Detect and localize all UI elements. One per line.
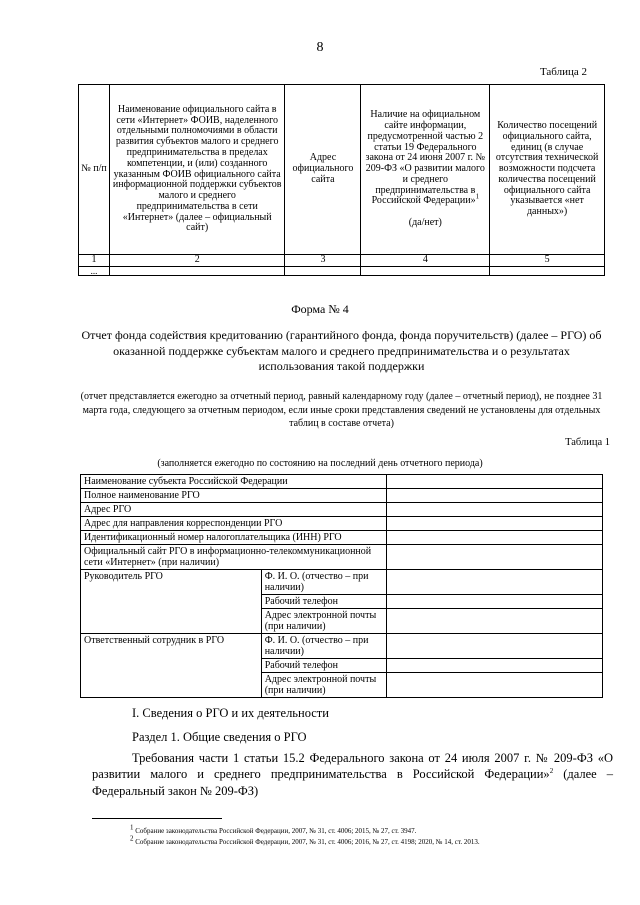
table1-row-label: Официальный сайт РГО в информационно-телекоммуникационной сети «Интернет» (при наличии) [81, 545, 387, 570]
subsection-heading: Раздел 1. Общие сведения о РГО [132, 730, 307, 744]
table-row [81, 634, 603, 659]
table1-row-label: Идентификационный номер налогоплательщика (ИНН) РГО [81, 531, 387, 545]
table1-value-cell [386, 517, 602, 531]
table1-row-label: Адрес для направления корреспонденции РГО [81, 517, 387, 531]
table1-resp-label: Ответственный сотрудник в РГО [81, 634, 262, 698]
table1-row-label: Наименование субъекта Российской Федерации [81, 475, 387, 489]
table1-value-cell [386, 595, 602, 609]
table1-field-label: Рабочий телефон [261, 659, 386, 673]
table-row [81, 475, 603, 489]
table1-row-label: Адрес РГО [81, 503, 387, 517]
table1-head-label: Руководитель РГО [81, 570, 262, 634]
table2-caption: Таблица 2 [539, 66, 587, 78]
table1-value-cell [386, 531, 602, 545]
table2-header-visits: Количество посещений официального сайта, единиц (в случае отсутствия технической возможности подсчета количества посещений официального сайта указывается «нет данных») [490, 85, 605, 255]
footnote-divider [92, 818, 222, 819]
footnote-text: Собрание законодательства Российской Федерации, 2007, № 31, ст. 4006; 2016, № 27, ст. 4198; 2020, № 14, ст. 2013. [133, 838, 480, 846]
table-row [81, 531, 603, 545]
page-number: 8 [316, 40, 324, 55]
paragraph-tail: (далее – Федеральный закон № 209-ФЗ) [92, 767, 614, 798]
report-title: Отчет фонда содействия кредитованию (гарантийного фонда, фонда поручительств) (далее – РГО) об оказанной поддержке субъектам малого и среднего предпринимательства и о результатах использования такой поддержки [81, 328, 602, 374]
table1-value-cell [386, 659, 602, 673]
table2-continuation: ... [79, 266, 110, 275]
table2-col-number: 5 [490, 255, 605, 267]
footnote-ref-2: 2 [549, 767, 554, 776]
table-row [81, 503, 603, 517]
table1-row-label: Полное наименование РГО [81, 489, 387, 503]
table1-value-cell [386, 503, 602, 517]
table2-header-info-text: Наличие на официальном сайте информации, предусмотренной частью 2 статьи 19 Федерального закона от 24 июня 2007 г. № 209-ФЗ «О развитии малого и среднего предпринимательства в Российской Федерации» [365, 109, 486, 207]
table2-header-address: Адрес официального сайта [285, 85, 361, 255]
table2-col-number: 4 [361, 255, 490, 267]
table2-number-row [79, 255, 605, 267]
table1-value-cell [386, 609, 602, 634]
table1-value-cell [386, 489, 602, 503]
footnote-num: 1 [130, 823, 134, 832]
table1-field-label: Адрес электронной почты (при наличии) [261, 609, 386, 634]
table1-field-label: Рабочий телефон [261, 595, 386, 609]
table1-fill-note: (заполняется ежегодно по состоянию на последний день отчетного периода) [157, 458, 483, 469]
table1-value-cell [386, 545, 602, 570]
table2 [78, 84, 605, 276]
table1-field-label: Ф. И. О. (отчество – при наличии) [261, 634, 386, 659]
table1-value-cell [386, 475, 602, 489]
section-heading: I. Сведения о РГО и их деятельности [132, 706, 329, 720]
table1-field-label: Ф. И. О. (отчество – при наличии) [261, 570, 386, 595]
table1-value-cell [386, 673, 602, 698]
table1-value-cell [386, 570, 602, 595]
table1-caption: Таблица 1 [565, 437, 610, 448]
table2-col-number: 1 [79, 255, 110, 267]
table1-field-label: Адрес электронной почты (при наличии) [261, 673, 386, 698]
table-row [81, 545, 603, 570]
footnote-ref-1: 1 [475, 193, 480, 202]
table2-header-info-yesno: (да/нет) [408, 217, 442, 229]
table2-header-site-name: Наименование официального сайта в сети «Интернет» ФОИВ, наделенного отдельными полномочиями в области развития субъектов малого и среднего предпринимательства в пределах компетенции, и (или) созданного указанным ФОИВ официального сайта информационной поддержки субъектов малого и среднего предпринимательства в сети «Интернет» (далее – официальный сайт) [109, 85, 285, 255]
table-row [81, 517, 603, 531]
form-title: Форма № 4 [291, 302, 349, 316]
body-paragraph [92, 750, 613, 799]
paragraph-text: Требования части 1 статьи 15.2 Федерального закона от 24 июля 2007 г. № 209-ФЗ «О развитии малого и среднего предпринимательства в Российской Федерации» [92, 751, 613, 782]
footnote-2 [130, 834, 480, 846]
table2-col-number: 3 [285, 255, 361, 267]
table2-col-number: 2 [109, 255, 285, 267]
table-row [81, 489, 603, 503]
table1 [80, 474, 603, 698]
table2-header-num: № п/п [79, 85, 110, 255]
table2-header-row [79, 85, 605, 255]
footnote-text: Собрание законодательства Российской Федерации, 2007, № 31, ст. 4006; 2015, № 27, ст. 3947. [133, 827, 417, 835]
table2-header-info [361, 85, 490, 255]
report-note: (отчет представляется ежегодно за отчетный период, равный календарному году (далее – отчетный период), не позднее 31 марта года, следующего за отчетным периодом, если иные сроки представления сведений не установлены для отдельных таблиц в составе отчета) [80, 391, 603, 429]
footnote-1 [130, 823, 417, 835]
table2-continuation-row [79, 266, 605, 275]
footnote-num: 2 [130, 834, 134, 843]
table1-value-cell [386, 634, 602, 659]
table-row [81, 570, 603, 595]
